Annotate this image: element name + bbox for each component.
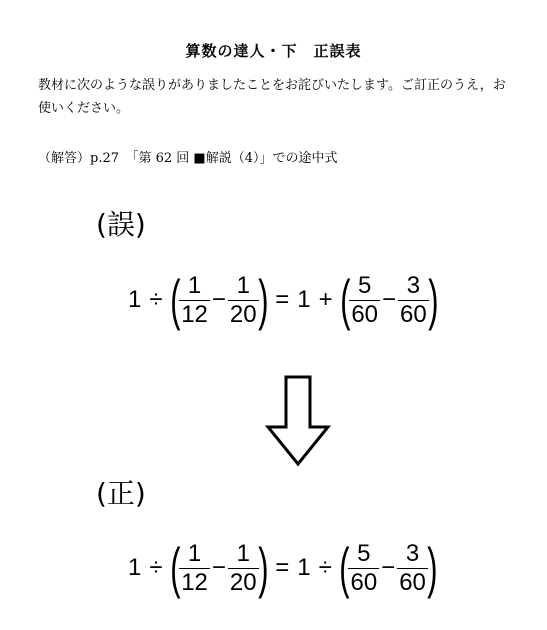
paren-right: )	[427, 536, 438, 599]
wrong-equation	[128, 270, 437, 330]
paren-right: )	[257, 536, 269, 599]
lhs-operator: ÷	[149, 286, 163, 313]
page-title: 算数の達人・下 正誤表	[185, 42, 362, 60]
lhs-lead: 1	[128, 554, 142, 581]
denominator: 60	[399, 568, 426, 596]
fraction	[179, 271, 210, 328]
down-arrow-outline-icon	[265, 375, 331, 467]
paren-right: )	[257, 268, 269, 331]
fraction	[179, 539, 210, 596]
reference-line: （解答）p.27 「第 62 回 ■解説（4）」での途中式	[38, 151, 338, 166]
correct-equation	[128, 538, 437, 598]
paren-left: (	[169, 536, 180, 599]
rhs-operator: +	[318, 286, 333, 313]
denominator: 12	[181, 300, 208, 328]
intro-text: 教材に次のような誤りがありましたことをお詫びいたします。ご訂正のうえ，お使いください。	[38, 78, 506, 116]
paren-left: (	[339, 268, 351, 331]
minus-sign: −	[211, 286, 226, 313]
paren-right: )	[427, 268, 439, 331]
numerator: 1	[187, 539, 202, 567]
numerator: 3	[406, 271, 421, 299]
rhs-lead: 1	[297, 554, 311, 581]
denominator: 60	[400, 300, 427, 328]
fraction	[398, 271, 429, 328]
fraction	[228, 539, 259, 596]
numerator: 3	[405, 539, 420, 567]
numerator: 1	[236, 271, 250, 299]
paren-left: (	[169, 268, 180, 331]
denominator: 60	[350, 568, 378, 596]
denominator: 20	[229, 300, 257, 328]
lhs-operator: ÷	[149, 554, 163, 581]
paren-left: (	[339, 536, 350, 599]
equals-sign: =	[275, 286, 290, 313]
rhs-operator: ÷	[318, 554, 332, 581]
numerator: 5	[357, 271, 372, 299]
minus-sign: −	[381, 554, 396, 581]
denominator: 12	[181, 568, 208, 596]
minus-sign: −	[211, 554, 226, 581]
numerator: 1	[236, 539, 250, 567]
denominator: 60	[351, 300, 379, 328]
equals-sign: =	[275, 554, 290, 581]
wrong-label: (誤)	[96, 208, 146, 241]
denominator: 20	[229, 568, 257, 596]
minus-sign: −	[382, 286, 397, 313]
rhs-lead: 1	[297, 286, 311, 313]
fraction	[349, 271, 380, 328]
fraction	[228, 271, 259, 328]
fraction	[348, 539, 379, 596]
numerator: 1	[187, 271, 202, 299]
numerator: 5	[357, 539, 371, 567]
fraction	[397, 539, 428, 596]
correct-label: (正)	[96, 477, 146, 510]
lhs-lead: 1	[128, 286, 142, 313]
